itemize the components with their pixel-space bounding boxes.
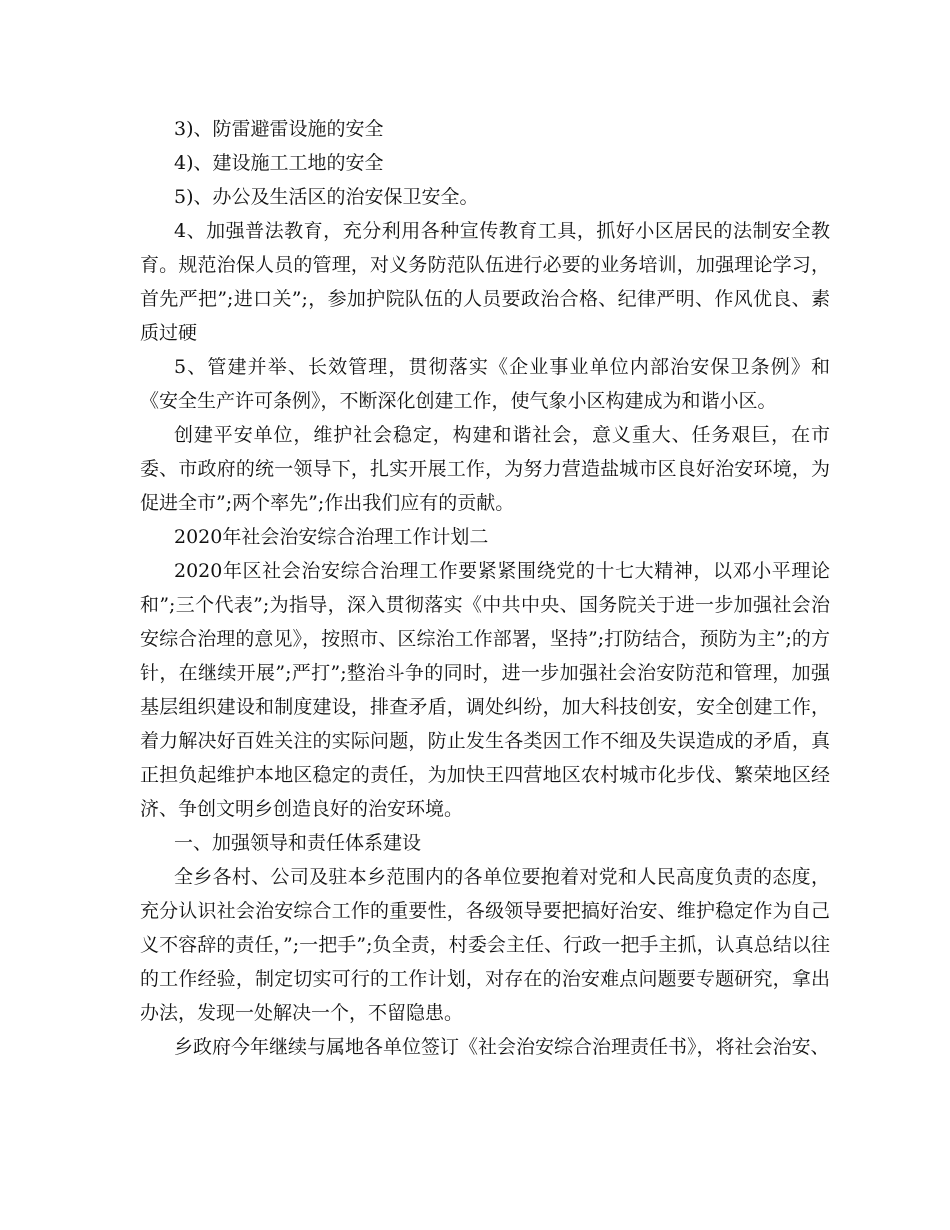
list-item-construction-site: 4)、建设施工工地的安全 bbox=[174, 152, 384, 174]
paragraph-legal-education: 4、加强普法教育，充分利用各种宣传教育工具，抓好小区居民的法制安全教育。规范治保人员的管理，对义务防范队伍进行必要的业务培训，加强理论学习，首先严把”;进口关”;，参加护院队伍的人员要政治合格、纪律严明、作风优良、素质过硬 bbox=[140, 220, 830, 344]
section-title-plan-two: 2020年社会治安综合治理工作计划二 bbox=[174, 526, 489, 548]
paragraph-responsibility-agreement: 乡政府今年继续与属地各单位签订《社会治安综合治理责任书》，将社会治安、 bbox=[174, 1036, 830, 1058]
paragraph-long-term-management: 5、管建并举、长效管理，贯彻落实《企业事业单位内部治安保卫条例》和《安全生产许可条例》，不断深化创建工作，使气象小区构建成为和谐小区。 bbox=[140, 356, 830, 412]
paragraph-safe-unit: 创建平安单位，维护社会稳定，构建和谐社会，意义重大、任务艰巨，在市委、市政府的统一领导下，扎实开展工作，为努力营造盐城市区良好治安环境，为促进全市”;两个率先”;作出我们应有的贡献。 bbox=[140, 424, 830, 514]
paragraph-plan-overview: 2020年区社会治安综合治理工作要紧紧围绕党的十七大精神，以邓小平理论和”;三个代表”;为指导，深入贯彻落实《中共中央、国务院关于进一步加强社会治安综合治理的意见》，按照市、区综治工作部署，坚持”;打防结合，预防为主”;的方针，在继续开展”;严打”;整治斗争的同时，进一步加强社会治安防范和管理，加强基层组织建设和制度建设，排查矛盾，调处纠纷，加大科技创安，安全创建工作，着力解决好百姓关注的实际问题，防止发生各类因工作不细及失误造成的矛盾，真正担负起维护本地区稳定的责任，为加快王四营地区农村城市化步伐、繁荣地区经济、争创文明乡创造良好的治安环境。 bbox=[140, 560, 830, 820]
paragraph-leadership-responsibility: 全乡各村、公司及驻本乡范围内的各单位要抱着对党和人民高度负责的态度，充分认识社会治安综合工作的重要性，各级领导要把搞好治安、维护稳定作为自己义不容辞的责任，”;一把手”;负全责，村委会主任、行政一把手主抓，认真总结以往的工作经验，制定切实可行的工作计划，对存在的治安难点问题要专题研究，拿出办法，发现一处解决一个，不留隐患。 bbox=[140, 866, 830, 1024]
section-heading-leadership: 一、加强领导和责任体系建设 bbox=[174, 832, 422, 854]
document-body bbox=[140, 112, 830, 1064]
list-item-office-living-area: 5)、办公及生活区的治安保卫安全。 bbox=[174, 186, 479, 208]
list-item-lightning-protection: 3)、防雷避雷设施的安全 bbox=[174, 118, 384, 140]
